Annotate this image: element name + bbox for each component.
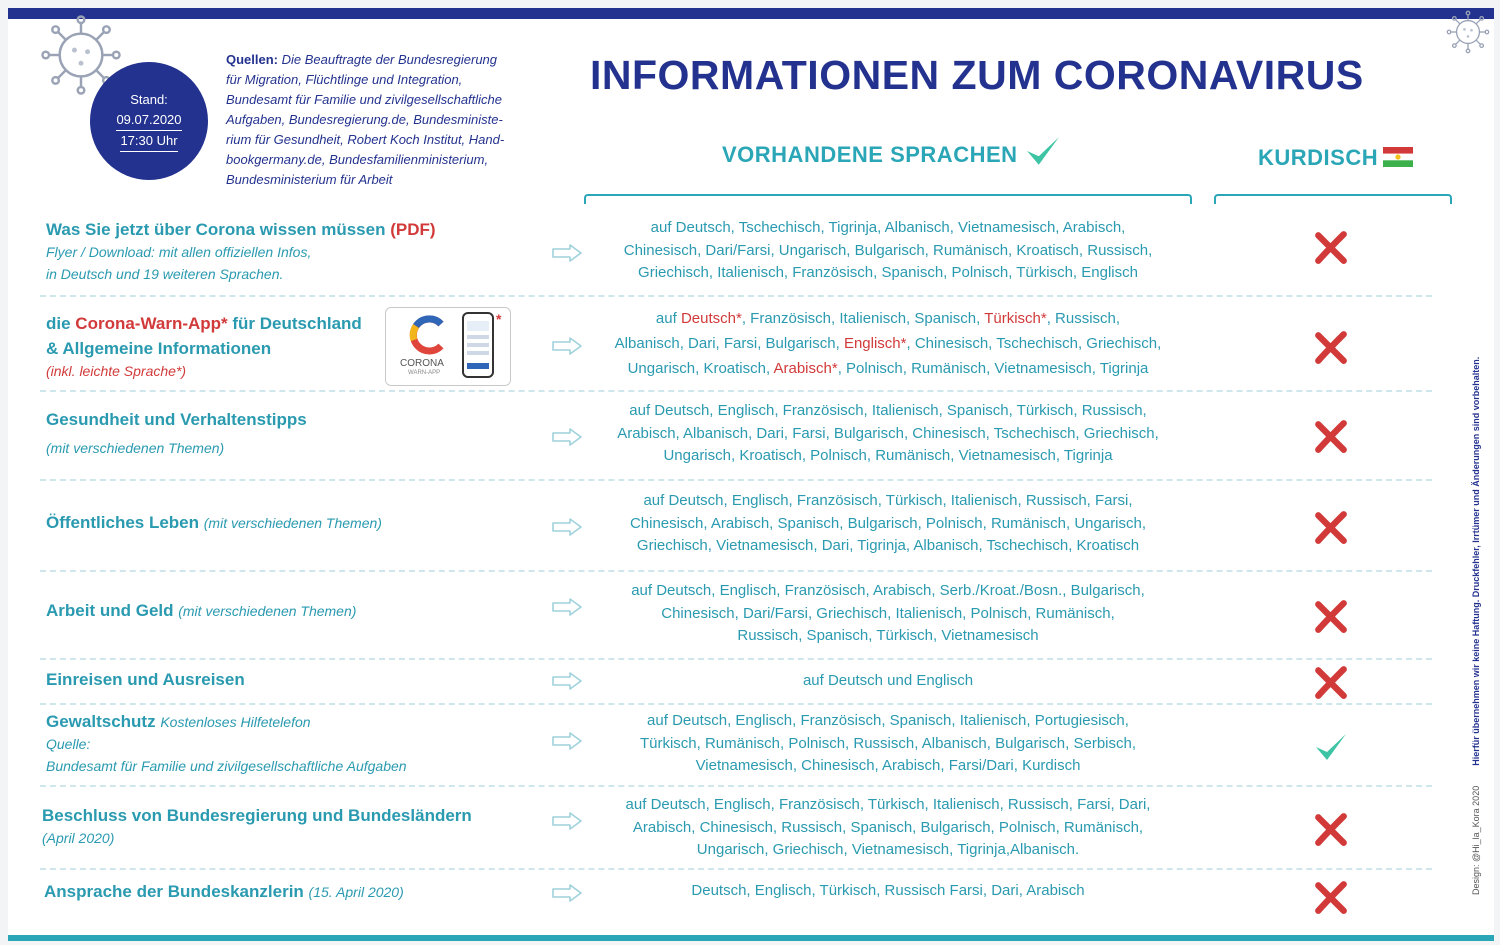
row-info: [46, 511, 382, 534]
corona-warn-app-thumbnail[interactable]: [385, 307, 511, 386]
row-separator: [40, 390, 1432, 392]
page-title: INFORMATIONEN ZUM CORONAVIRUS: [590, 52, 1364, 98]
sources-line: bookgermany.de, Bundesfamilienministerium,: [226, 152, 489, 167]
language-list: [588, 670, 1188, 693]
language-highlight: Arabisch*: [773, 360, 838, 377]
sources-line: rium für Gesundheit, Robert Koch Institut, Hand-: [226, 132, 505, 147]
row-info: [46, 668, 245, 691]
language-line: auf Deutsch, Englisch, Französisch, Spanisch, Italienisch, Portugiesisch,: [647, 712, 1129, 729]
sources-label: Quellen:: [226, 52, 279, 67]
column-header-kurdish: [1258, 145, 1413, 171]
virus-icon: [1446, 10, 1490, 54]
language-text: Albanisch, Dari, Farsi, Bulgarisch,: [614, 335, 840, 352]
language-list: [588, 794, 1188, 862]
row-note: (inkl. leichte Sprache*): [46, 363, 187, 379]
language-line: [588, 356, 1188, 381]
language-text: auf: [655, 310, 677, 327]
language-list: [588, 880, 1188, 903]
language-line: [588, 306, 1188, 331]
arrow-right-icon: [551, 597, 583, 617]
row-separator: [40, 570, 1432, 572]
column-header-available: [722, 142, 1064, 169]
language-text: , Französisch, Italienisch, Spanisch,: [741, 310, 981, 327]
row-info: [46, 710, 407, 777]
language-list: [588, 710, 1188, 778]
row-note: in Deutsch und 19 weiteren Sprachen.: [46, 266, 284, 282]
bottom-bar: [8, 935, 1494, 941]
language-line: Türkisch, Rumänisch, Polnisch, Russisch, Albanisch, Bulgarisch, Serbisch,: [639, 734, 1137, 752]
language-line: Arabisch, Albanisch, Dari, Farsi, Bulgarisch, Chinesisch, Tschechisch, Griechisch,: [617, 424, 1159, 442]
language-line: [588, 331, 1188, 356]
arrow-right-icon: [551, 811, 583, 831]
row-separator: [40, 703, 1432, 705]
stand-label: Stand:: [130, 92, 168, 107]
sources-line: für Migration, Flüchtlinge und Integration,: [226, 72, 463, 87]
language-text: , Chinesisch, Tschechisch, Griechisch,: [906, 335, 1162, 352]
row-separator: [40, 479, 1432, 481]
language-line: Russisch, Spanisch, Türkisch, Vietnamesisch: [737, 627, 1039, 644]
cross-icon: [1313, 509, 1349, 545]
language-line: Chinesisch, Dari/Farsi, Ungarisch, Bulgarisch, Rumänisch, Kroatisch, Russisch,: [623, 241, 1153, 259]
row-separator: [40, 785, 1432, 787]
phone-icon: [460, 311, 504, 381]
row-info: [46, 599, 356, 622]
row-separator: [40, 658, 1432, 660]
svg-text:*: *: [496, 311, 502, 327]
arrow-right-icon: [551, 517, 583, 537]
row-note: (15. April 2020): [308, 884, 404, 900]
row-title[interactable]: Einreisen und Ausreisen: [46, 670, 245, 689]
row-separator: [40, 868, 1432, 870]
row-note: Kostenloses Hilfetelefon: [160, 714, 311, 730]
cross-icon: [1313, 418, 1349, 454]
row-title[interactable]: Öffentliches Leben: [46, 513, 200, 532]
cross-icon: [1313, 329, 1349, 365]
arrow-right-icon: [551, 731, 583, 751]
language-text: Ungarisch, Kroatisch,: [627, 360, 771, 377]
cross-icon: [1313, 229, 1349, 265]
language-line: auf Deutsch, Englisch, Französisch, Italienisch, Spanisch, Türkisch, Russisch,: [629, 402, 1147, 419]
arrow-right-icon: [551, 336, 583, 356]
language-highlight: Deutsch*: [680, 310, 742, 327]
row-title-suffix: für Deutschland: [232, 314, 362, 333]
sources-block: [226, 50, 544, 190]
row-info: [46, 408, 307, 459]
row-title[interactable]: & Allgemeine Informationen: [46, 339, 272, 358]
language-line: Griechisch, Italienisch, Französisch, Spanisch, Polnisch, Türkisch, Englisch: [638, 264, 1138, 281]
row-info: [46, 312, 362, 382]
row-title-prefix: die: [46, 314, 71, 333]
row-info: [42, 804, 472, 849]
app-sublabel: WARN-APP: [408, 370, 441, 376]
language-line: Vietnamesisch, Chinesisch, Arabisch, Farsi/Dari, Kurdisch: [695, 757, 1081, 774]
language-line: auf Deutsch, Englisch, Französisch, Arabisch, Serb./Kroat./Bosn., Bulgarisch,: [631, 582, 1145, 599]
language-line: auf Deutsch und Englisch: [802, 672, 974, 689]
row-title[interactable]: Arbeit und Geld: [46, 601, 174, 620]
row-note: (mit verschiedenen Themen): [203, 515, 382, 531]
row-separator: [40, 295, 1432, 297]
row-note: Quelle:: [46, 736, 91, 752]
check-icon: [1022, 133, 1064, 169]
column-bracket: [584, 194, 1192, 204]
design-credit: Design: @Hi_la_Kora 2020: [1471, 785, 1481, 895]
arrow-right-icon: [551, 671, 583, 691]
language-line: auf Deutsch, Englisch, Französisch, Türkisch, Italienisch, Russisch, Farsi, Dari,: [625, 796, 1151, 813]
language-highlight: Englisch*: [843, 335, 907, 352]
row-title[interactable]: Beschluss von Bundesregierung und Bundesländern: [42, 806, 472, 825]
check-icon: [1313, 730, 1349, 764]
row-title[interactable]: Gewaltschutz: [46, 712, 156, 731]
language-line: Griechisch, Vietnamesisch, Dari, Tigrinja, Albanisch, Tschechisch, Kroatisch: [636, 537, 1140, 554]
language-list: [588, 217, 1188, 285]
cross-icon: [1313, 811, 1349, 847]
arrow-right-icon: [551, 427, 583, 447]
row-note: Bundesamt für Familie und zivilgesellschaftliche Aufgaben: [46, 758, 407, 774]
row-info: [46, 218, 436, 285]
row-title[interactable]: Was Sie jetzt über Corona wissen müssen: [46, 220, 386, 239]
language-line: Deutsch, Englisch, Türkisch, Russisch Farsi, Dari, Arabisch: [691, 882, 1085, 899]
app-label: CORONA: [400, 358, 444, 369]
language-list: [588, 400, 1188, 468]
row-note: (mit verschiedenen Themen): [178, 603, 357, 619]
language-highlight: Türkisch*: [984, 310, 1047, 327]
column-header-available-label: VORHANDENE SPRACHEN: [722, 142, 1018, 167]
language-line: auf Deutsch, Tschechisch, Tigrinja, Albanisch, Vietnamesisch, Arabisch,: [650, 219, 1126, 236]
row-note: (April 2020): [42, 830, 115, 846]
pdf-badge[interactable]: (PDF): [390, 220, 436, 239]
corona-warn-app-link[interactable]: Corona-Warn-App*: [75, 314, 228, 333]
top-bar: [8, 8, 1494, 19]
column-header-kurdish-label: KURDISCH: [1258, 145, 1379, 170]
language-line: Ungarisch, Griechisch, Vietnamesisch, Tigrinja,Albanisch.: [696, 841, 1080, 858]
cross-icon: [1313, 598, 1349, 634]
language-text: , Russisch,: [1046, 310, 1121, 327]
side-note: [1471, 205, 1481, 895]
disclaimer: Hierfür übernehmen wir keine Haftung. Druckfehler, Irrtümer und Änderungen sind vorbehalten.: [1471, 356, 1481, 766]
row-title[interactable]: Ansprache der Bundeskanzlerin: [44, 882, 304, 901]
kurdish-flag-icon: [1383, 147, 1413, 167]
row-note: Flyer / Download: mit allen offiziellen Infos,: [46, 244, 312, 260]
cross-icon: [1313, 879, 1349, 915]
row-title[interactable]: Gesundheit und Verhaltenstipps: [46, 410, 307, 429]
language-line: Ungarisch, Kroatisch, Polnisch, Rumänisch, Vietnamesisch, Tigrinja: [663, 447, 1113, 464]
stand-time: 17:30 Uhr: [120, 131, 177, 152]
language-line: auf Deutsch, Englisch, Französisch, Türkisch, Italienisch, Russisch, Farsi,: [643, 492, 1133, 509]
arrow-right-icon: [551, 243, 583, 263]
sources-line: Bundesamt für Familie und zivilgesellschaftliche: [226, 92, 503, 107]
language-list: [588, 580, 1188, 648]
row-note: (mit verschiedenen Themen): [46, 440, 225, 456]
language-line: Chinesisch, Dari/Farsi, Griechisch, Italienisch, Polnisch, Rumänisch,: [661, 604, 1115, 622]
sources-line: Aufgaben, Bundesregierung.de, Bundesministe-: [226, 112, 503, 127]
column-bracket: [1214, 194, 1452, 204]
arrow-right-icon: [551, 883, 583, 903]
language-text: , Polnisch, Rumänisch, Vietnamesisch, Tigrinja: [837, 360, 1149, 377]
sources-line: Bundesministerium für Arbeit: [226, 172, 393, 187]
language-line: Chinesisch, Arabisch, Spanisch, Bulgarisch, Polnisch, Rumänisch, Ungarisch,: [629, 514, 1147, 532]
cross-icon: [1313, 664, 1349, 700]
language-line: Arabisch, Chinesisch, Russisch, Spanisch, Bulgarisch, Polnisch, Rumänisch,: [632, 818, 1144, 836]
language-list: [588, 306, 1188, 381]
sources-line: Die Beauftragte der Bundesregierung: [281, 52, 498, 67]
stand-date: 09.07.2020: [116, 110, 181, 131]
language-list: [588, 490, 1188, 558]
row-info: [44, 880, 404, 903]
corona-app-logo-icon: [408, 314, 448, 356]
stand-badge: [90, 62, 208, 180]
